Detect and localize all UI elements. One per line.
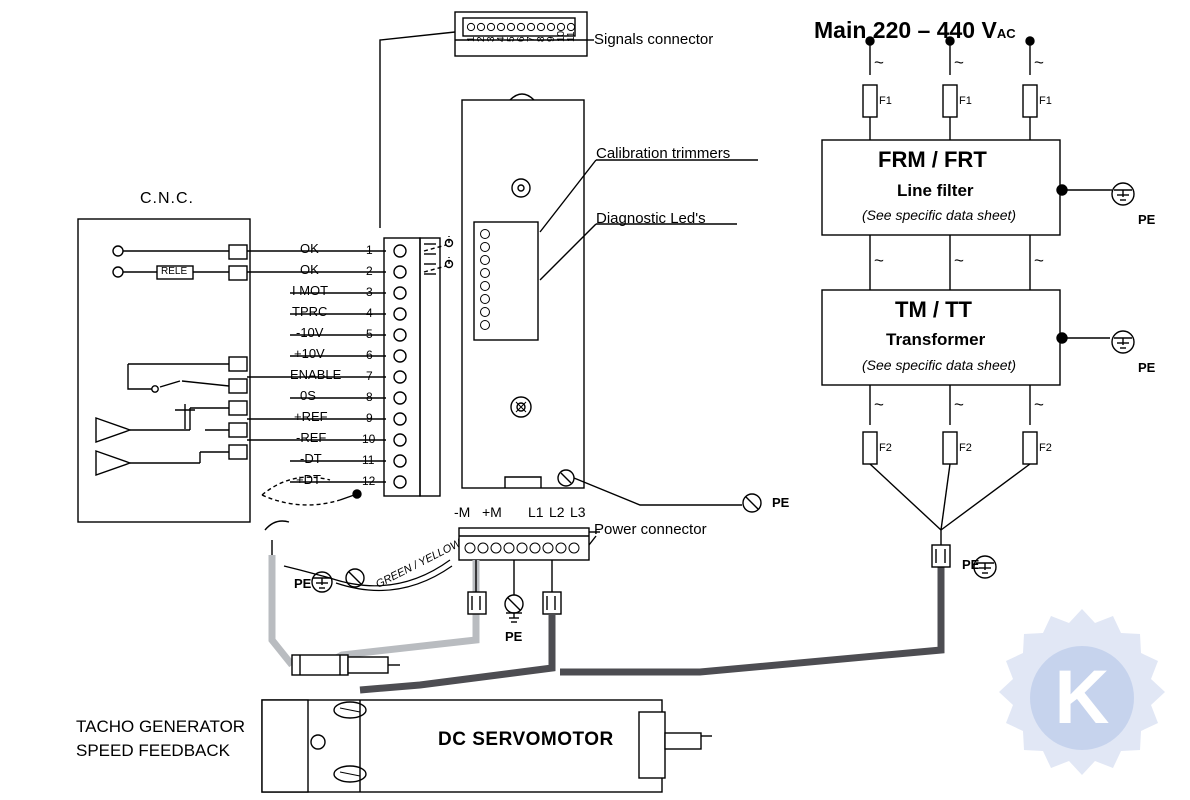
terminal-num-4: 4: [366, 306, 373, 320]
power-terminal-l2: L2: [549, 504, 565, 520]
terminal-num-8: 8: [366, 390, 373, 404]
terminal-num-7: 7: [366, 369, 373, 383]
motor-label: DC SERVOMOTOR: [438, 729, 614, 750]
transformer-subtitle: Transformer: [886, 330, 986, 349]
drive-module: [462, 100, 584, 488]
terminal-num-1: 1: [366, 243, 373, 257]
pe-label-left: PE: [294, 576, 312, 591]
filter-subtitle: Line filter: [897, 181, 974, 200]
mains-title: [814, 18, 1016, 43]
terminal-name-7: ENABLE: [290, 367, 342, 382]
mains-title-unit: AC: [996, 26, 1016, 41]
callout-power-connector: Power connector: [594, 521, 707, 538]
ac-mark-7: ~: [874, 395, 884, 414]
power-terminal-l3: L3: [570, 504, 586, 520]
terminal-name-1: OK: [300, 241, 319, 256]
mains-title-text: Main 220 – 440 V: [814, 17, 997, 43]
led-panel: [474, 222, 538, 340]
callout-signals-connector: Signals connector: [594, 31, 714, 48]
terminal-name-12: +DT: [296, 472, 321, 487]
rele-label: RELE: [161, 266, 188, 277]
ac-mark-2: ~: [954, 53, 964, 72]
terminal-num-6: 6: [366, 348, 373, 362]
terminal-num-11: 11: [362, 453, 375, 467]
ac-mark-1: ~: [874, 53, 884, 72]
terminal-num-5: 5: [366, 327, 373, 341]
pe-label-drive: PE: [772, 495, 790, 510]
terminal-name-9: +REF: [294, 409, 328, 424]
terminal-name-2: OK: [300, 262, 319, 277]
cnc-label: C.N.C.: [140, 190, 194, 207]
power-terminal-plus-m: +M: [482, 504, 502, 520]
ac-mark-3: ~: [1034, 53, 1044, 72]
fuse-f2-3: F2: [1039, 442, 1052, 454]
fuse-f1-3: F1: [1039, 95, 1052, 107]
ac-mark-6: ~: [1034, 251, 1044, 270]
terminal-name-11: -DT: [300, 451, 322, 466]
terminal-name-3: I MOT: [292, 283, 329, 298]
transformer-note: (See specific data sheet): [862, 357, 1017, 373]
power-terminal-minus-m: -M: [454, 504, 471, 520]
terminal-name-5: -10V: [296, 325, 324, 340]
tacho-label-line1: TACHO GENERATOR: [76, 717, 246, 736]
fuse-f1-2: F1: [959, 95, 972, 107]
terminal-num-3: 3: [366, 285, 373, 299]
terminal-name-6: +10V: [294, 346, 325, 361]
ac-mark-5: ~: [954, 251, 964, 270]
tacho-label-line2: SPEED FEEDBACK: [76, 741, 230, 760]
terminal-num-12: 12: [362, 474, 376, 488]
terminal-name-10: -REF: [296, 430, 327, 445]
ac-mark-4: ~: [874, 251, 884, 270]
pe-label-transformer: PE: [1138, 360, 1156, 375]
terminal-name-8: 0S: [300, 388, 316, 403]
watermark-logo: [982, 601, 1182, 796]
pe-label-motor: PE: [505, 629, 523, 644]
pe-label-filter: PE: [1138, 212, 1156, 227]
pe-label-bus: PE: [962, 557, 980, 572]
transformer-title: TM / TT: [895, 297, 972, 322]
filter-title: FRM / FRT: [878, 147, 987, 172]
power-connector: [459, 528, 589, 560]
terminal-num-10: 10: [362, 432, 376, 446]
wiring-diagram: C.N.C. RELE OK OK I MOT TPRC -10V +10V ENABLE 0S +REF -REF -DT +DT 1 2 3 4 5 6 7 8 9 10 11 12 1 2 3 4 5 6 7 8 9 10 11 Signals connector Calibration trimmers Diagnostic Led's Power connector -M +M L1 L2 L3 Main 220 – 440 VAC F1 F1 F1 F2 F2 F2 ~ ~ ~ ~ ~ ~ ~ ~ ~ FRM / FRT Line filter (See specific data sheet) TM / TT Transformer (See specific data sheet) PE PE PE PE PE PE GREEN / YELLOW DC SERVOMOTOR TACHO GENERATOR SPEED FEEDBACK K: [0, 0, 1190, 800]
filter-note: (See specific data sheet): [862, 207, 1017, 223]
fuse-f2-1: F2: [879, 442, 892, 454]
ac-mark-8: ~: [954, 395, 964, 414]
ac-mark-9: ~: [1034, 395, 1044, 414]
fuse-f2-2: F2: [959, 442, 972, 454]
terminal-num-9: 9: [366, 411, 373, 425]
terminal-num-2: 2: [366, 264, 373, 278]
callout-diagnostic-leds: Diagnostic Led's: [596, 210, 706, 227]
terminal-name-4: TPRC: [292, 304, 328, 319]
fuse-f1-1: F1: [879, 95, 892, 107]
cnc-box: [78, 219, 250, 522]
watermark-letter: K: [1054, 655, 1110, 740]
callout-calibration-trimmers: Calibration trimmers: [596, 145, 731, 162]
signal-terminal-block: [384, 238, 420, 496]
green-yellow-label: GREEN / YELLOW: [374, 537, 464, 591]
power-terminal-l1: L1: [528, 504, 544, 520]
